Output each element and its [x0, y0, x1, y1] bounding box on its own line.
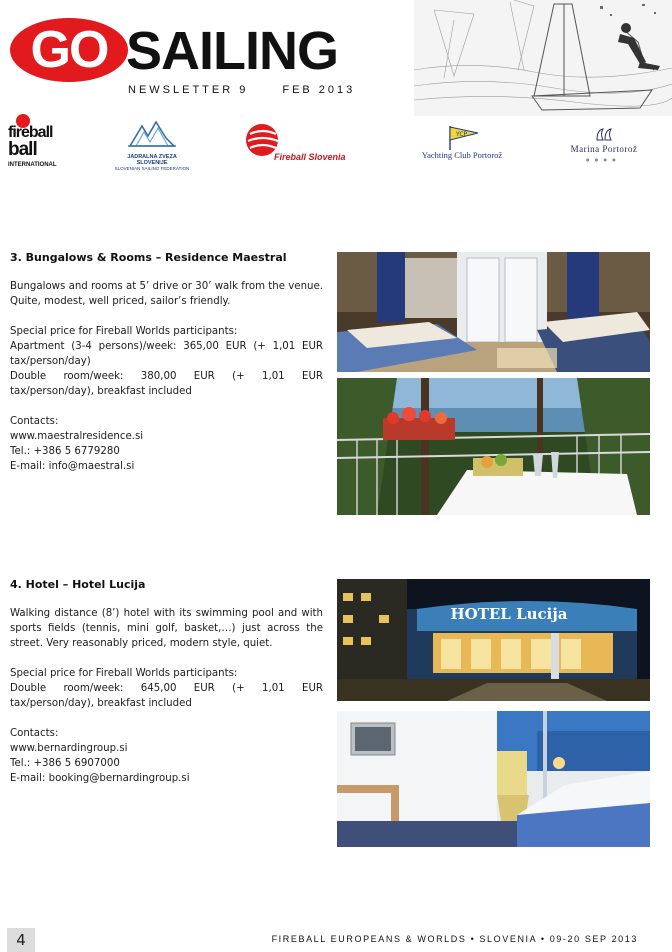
contact-phone: Tel.: +386 5 6779280 — [10, 446, 120, 457]
fireball-international-label: INTERNATIONAL — [8, 162, 57, 168]
marina-portoroz-text: Marina Portorož — [570, 144, 638, 154]
logo-sailing-text: SAILING — [126, 21, 339, 81]
section-description: Bungalows and rooms at 5’ drive or 30’ walk from the venue. Quite, modest, well priced, sailor’s friendly. — [10, 281, 323, 307]
event-footer-text: FIREBALL EUROPEANS & WORLDS • SLOVENIA • 09-20 SEP 2013 — [271, 934, 638, 944]
hotel-lucija-sign: HOTEL Lucija — [450, 605, 568, 623]
mountain-sail-icon — [126, 120, 178, 148]
marina-emblem-icon — [594, 126, 614, 142]
contact-website[interactable]: www.maestralresidence.si — [10, 431, 144, 442]
club-pennant-icon — [442, 124, 482, 150]
hotel-lucija-room-photo — [337, 711, 650, 847]
contact-website[interactable]: www.bernardingroup.si — [10, 743, 128, 754]
newsletter-label: NEWSLETTER 9 — [128, 84, 249, 96]
contacts-label: Contacts: — [10, 728, 59, 739]
section-residence-maestral — [10, 250, 323, 474]
price-line-apartment: Apartment (3-4 persons)/week: 365,00 EUR (+ 1,01 EUR tax/person/day) — [10, 341, 323, 367]
maestral-terrace-photo — [337, 378, 650, 515]
price-heading: Special price for Fireball Worlds participants: — [10, 326, 238, 337]
fireball-slovenia-logo — [242, 122, 362, 168]
newsletter-issue — [128, 84, 389, 96]
price-line-double-room: Double room/week: 380,00 EUR (+ 1,01 EUR tax/person/day), breakfast included — [10, 371, 323, 397]
gosailing-logo — [10, 18, 370, 88]
logo-go-text: GO — [30, 21, 108, 79]
sailing-federation-logo — [114, 120, 190, 172]
contact-phone: Tel.: +386 5 6907000 — [10, 758, 120, 769]
contacts-label: Contacts: — [10, 416, 59, 427]
section-description: Walking distance (8’) hotel with its swimming pool and with sports fields (tennis, mini golf, basket,…) just across the street. Very reasonably priced, modern style, quiet. — [10, 608, 323, 649]
price-line-double-room: Double room/week: 645,00 EUR (+ 1,01 EUR tax/person/day), breakfast included — [10, 683, 323, 709]
contact-email[interactable]: E-mail: info@maestral.si — [10, 461, 135, 472]
section-title: 4. Hotel – Hotel Lucija — [10, 578, 146, 591]
page-number: 4 — [7, 928, 35, 952]
ycp-badge: YCP — [456, 131, 468, 138]
maestral-bedroom-photo — [337, 252, 650, 372]
fireball-slovenia-text: Fireball Slovenia — [274, 152, 346, 162]
federation-subtitle: SLOVENIAN SAILING FEDERATION — [114, 166, 190, 171]
hotel-lucija-exterior-photo — [337, 579, 650, 701]
issue-date: FEB 2013 — [282, 84, 356, 96]
fireball-word: fireball — [8, 124, 53, 141]
price-heading: Special price for Fireball Worlds participants: — [10, 668, 238, 679]
go-oval — [10, 18, 128, 82]
yachting-club-portoroz-logo — [412, 124, 512, 166]
marina-portoroz-logo — [556, 124, 652, 166]
sailing-sketch-illustration — [414, 0, 672, 116]
fireball-international-logo — [8, 114, 64, 174]
section-title: 3. Bungalows & Rooms – Residence Maestral — [10, 251, 287, 264]
contact-email[interactable]: E-mail: booking@bernardingroup.si — [10, 773, 190, 784]
marina-dots: ● ● ● ● — [586, 157, 618, 162]
fireball-word-2: ball — [8, 139, 37, 160]
yachting-club-text: Yachting Club Portorož — [421, 150, 503, 160]
fireball-wordmark — [8, 124, 52, 158]
federation-name: JADRALNA ZVEZA SLOVENIJE — [127, 154, 177, 166]
section-hotel-lucija — [10, 577, 323, 786]
